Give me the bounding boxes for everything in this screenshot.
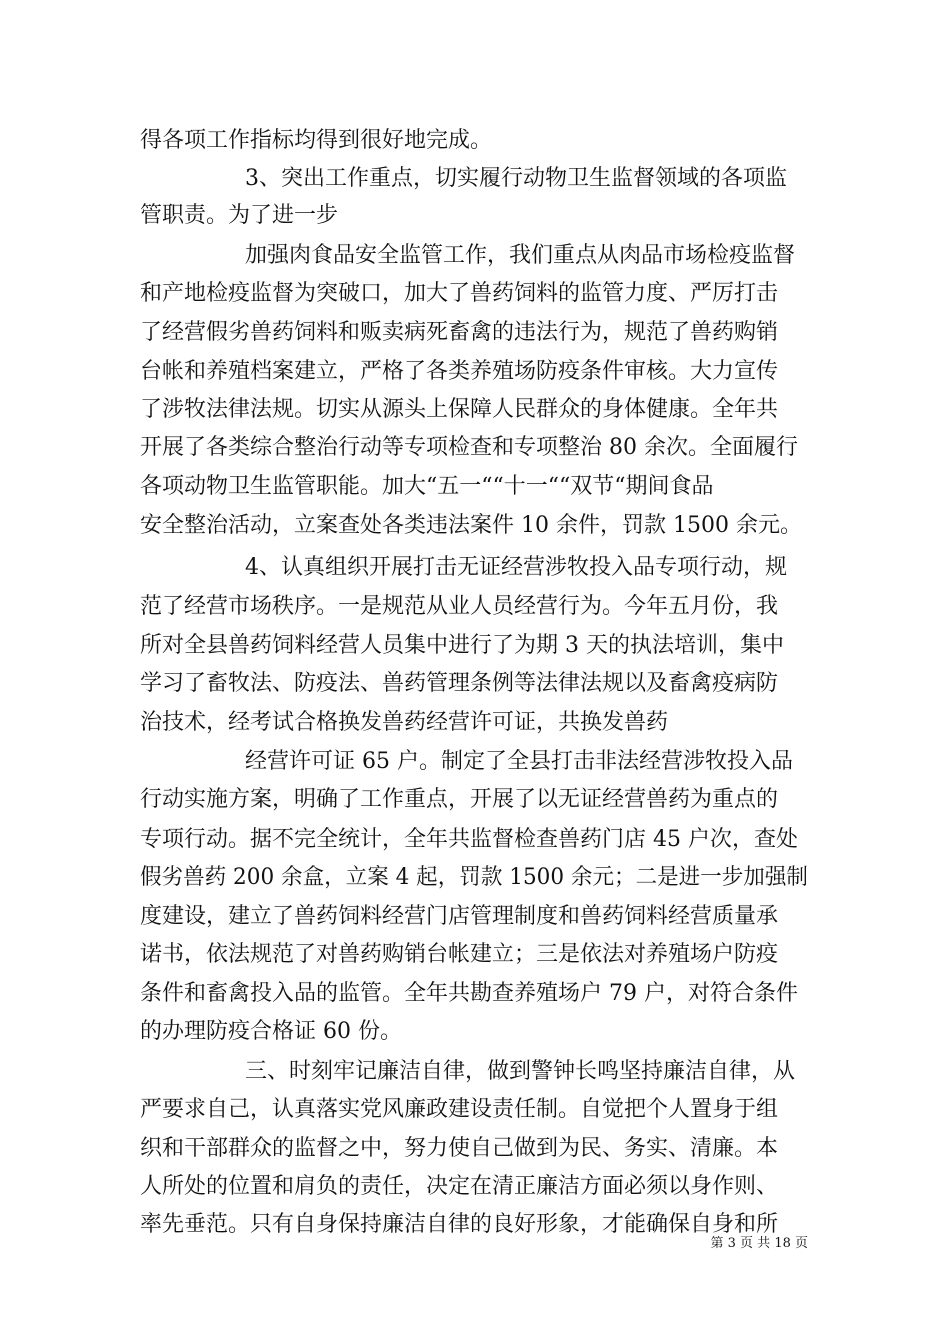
page-footer: 第 3 页 共 18 页 [710,1236,808,1251]
text-line: 开展了各类综合整治行动等专项检查和专项整治 80 余次。全面履行 [140,435,798,460]
text-line: 学习了畜牧法、防疫法、兽药管理条例等法律法规以及畜禽疫病防 [140,671,779,696]
text-line: 所对全县兽药饲料经营人员集中进行了为期 3 天的执法培训，集中 [140,633,784,658]
text-line: 行动实施方案，明确了工作重点，开展了以无证经营兽药为重点的 [140,787,779,812]
text-line: 诺书，依法规范了对兽药购销台帐建立；三是依法对养殖场户防疫 [140,942,779,967]
text-line: 了涉牧法律法规。切实从源头上保障人民群众的身体健康。全年共 [140,397,779,422]
text-line: 的办理防疫合格证 60 份。 [140,1019,402,1044]
text-line: 严要求自己，认真落实党风廉政建设责任制。自觉把个人置身于组 [140,1097,779,1122]
text-line: 织和干部群众的监督之中，努力使自己做到为民、务实、清廉。本 [140,1136,779,1161]
text-line: 和产地检疫监督为突破口，加大了兽药饲料的监管力度、严厉打击 [140,281,779,306]
text-line: 得各项工作指标均得到很好地完成。 [140,128,493,153]
text-line: 条件和畜禽投入品的监管。全年共勘查养殖场户 79 户，对符合条件 [140,981,798,1006]
text-line: 专项行动。据不完全统计，全年共监督检查兽药门店 45 户次，查处 [140,827,798,852]
text-line: 人所处的位置和肩负的责任，决定在清正廉洁方面必须以身作则、 [140,1174,779,1199]
text-line: 台帐和养殖档案建立，严格了各类养殖场防疫条件审核。大力宣传 [140,359,779,384]
text-line: 各项动物卫生监管职能。加大“五一““十一““双节“期间食品 [140,474,714,499]
text-line: 率先垂范。只有自身保持廉洁自律的良好形象，才能确保自身和所 [140,1212,779,1237]
text-line: 三、时刻牢记廉洁自律，做到警钟长鸣坚持廉洁自律，从 [245,1059,796,1084]
text-line: 安全整治活动，立案查处各类违法案件 10 余件，罚款 1500 余元。 [140,513,802,538]
text-line: 4、认真组织开展打击无证经营涉牧投入品专项行动，规 [245,555,787,580]
text-line: 管职责。为了进一步 [140,203,339,228]
text-line: 治技术，经考试合格换发兽药经营许可证，共换发兽药 [140,710,669,735]
text-line: 了经营假劣兽药饲料和贩卖病死畜禽的违法行为，规范了兽药购销 [140,320,779,345]
text-line: 3、突出工作重点，切实履行动物卫生监督领域的各项监 [245,166,787,191]
text-line: 范了经营市场秩序。一是规范从业人员经营行为。今年五月份，我 [140,594,779,619]
text-line: 度建设，建立了兽药饲料经营门店管理制度和兽药饲料经营质量承 [140,904,779,929]
text-line: 加强肉食品安全监管工作，我们重点从肉品市场检疫监督 [245,243,796,268]
text-line: 假劣兽药 200 余盒，立案 4 起，罚款 1500 余元；二是进一步加强制 [140,865,808,890]
text-line: 经营许可证 65 户。制定了全县打击非法经营涉牧投入品 [245,749,793,774]
